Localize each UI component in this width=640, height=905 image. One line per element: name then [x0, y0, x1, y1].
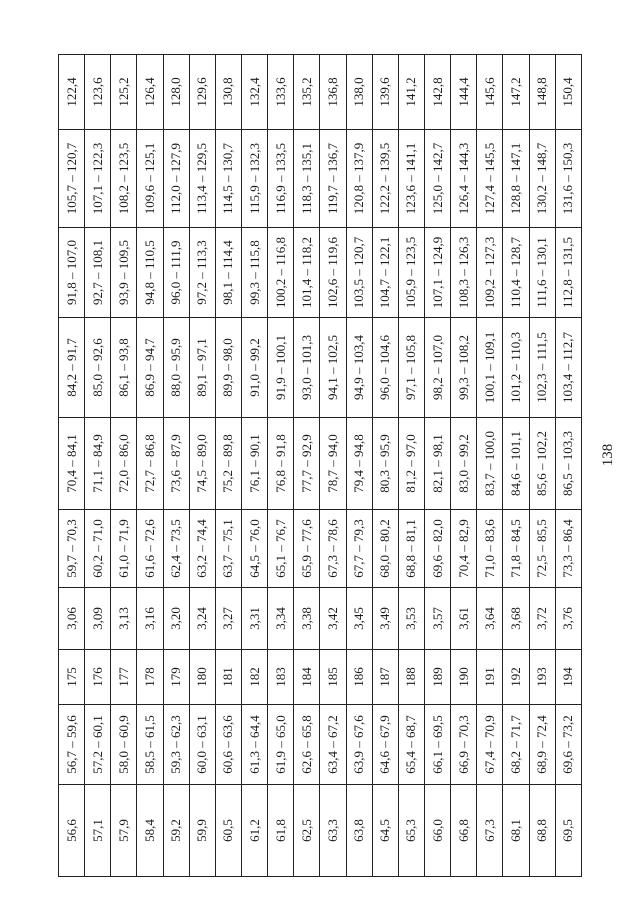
table-cell: 63,7 – 75,1 [215, 510, 241, 588]
table-row [477, 55, 503, 877]
table-cell: 68,1 [503, 785, 529, 877]
table-cell: 127,4 – 145,5 [477, 130, 503, 228]
table-cell: 60,6 – 63,6 [215, 705, 241, 785]
table-row [59, 55, 85, 877]
table-row [163, 55, 189, 877]
table-cell: 83,7 – 100,0 [477, 418, 503, 510]
table-cell: 94,9 – 103,4 [346, 318, 372, 418]
table-cell: 69,6 – 73,2 [555, 705, 581, 785]
table-cell: 102,3 – 111,5 [529, 318, 555, 418]
table-cell: 66,0 [424, 785, 450, 877]
table-cell: 3,45 [346, 588, 372, 650]
table-row [503, 55, 529, 877]
table-cell: 185 [320, 650, 346, 705]
table-cell: 97,2 – 113,3 [189, 228, 215, 318]
table-cell: 107,1 – 124,9 [424, 228, 450, 318]
table-cell: 60,2 – 71,0 [85, 510, 111, 588]
table-cell: 61,8 [268, 785, 294, 877]
table-cell: 86,5 – 103,3 [555, 418, 581, 510]
table-cell: 86,1 – 93,8 [111, 318, 137, 418]
table-cell: 119,7 – 136,7 [320, 130, 346, 228]
table-row [268, 55, 294, 877]
table-cell: 57,1 [85, 785, 111, 877]
table-cell: 84,6 – 101,1 [503, 418, 529, 510]
table-cell: 180 [189, 650, 215, 705]
table-cell: 96,0 – 104,6 [372, 318, 398, 418]
table-row [555, 55, 581, 877]
table-cell: 150,4 [555, 55, 581, 130]
table-row [346, 55, 372, 877]
table-row [85, 55, 111, 877]
table-cell: 118,3 – 135,1 [294, 130, 320, 228]
table-cell: 3,16 [137, 588, 163, 650]
table-cell: 97,1 – 105,8 [398, 318, 424, 418]
table-cell: 88,0 – 95,9 [163, 318, 189, 418]
table-cell: 81,2 – 97,0 [398, 418, 424, 510]
table-cell: 129,6 [189, 55, 215, 130]
table-cell: 3,49 [372, 588, 398, 650]
table-cell: 103,4 – 112,7 [555, 318, 581, 418]
page-number: 138 [600, 443, 616, 467]
table-cell: 139,6 [372, 55, 398, 130]
table-cell: 131,6 – 150,3 [555, 130, 581, 228]
table-cell: 98,2 – 107,0 [424, 318, 450, 418]
table-cell: 3,38 [294, 588, 320, 650]
table-cell: 99,3 – 108,2 [451, 318, 477, 418]
table-cell: 58,4 [137, 785, 163, 877]
table-cell: 116,9 – 133,5 [268, 130, 294, 228]
table-cell: 130,2 – 148,7 [529, 130, 555, 228]
table-cell: 91,0 – 99,2 [241, 318, 267, 418]
table-cell: 176 [85, 650, 111, 705]
table-cell: 147,2 [503, 55, 529, 130]
table-cell: 181 [215, 650, 241, 705]
table-cell: 112,0 – 127,9 [163, 130, 189, 228]
table-cell: 3,27 [215, 588, 241, 650]
table-cell: 178 [137, 650, 163, 705]
table-cell: 61,0 – 71,9 [111, 510, 137, 588]
table-cell: 133,6 [268, 55, 294, 130]
table-cell: 3,72 [529, 588, 555, 650]
table-cell: 58,0 – 60,9 [111, 705, 137, 785]
table-cell: 128,8 – 147,1 [503, 130, 529, 228]
table-cell: 92,7 – 108,1 [85, 228, 111, 318]
table-cell: 144,4 [451, 55, 477, 130]
table-cell: 72,5 – 85,5 [529, 510, 555, 588]
table-cell: 191 [477, 650, 503, 705]
table-cell: 68,9 – 72,4 [529, 705, 555, 785]
table-cell: 76,1 – 90,1 [241, 418, 267, 510]
table-cell: 59,3 – 62,3 [163, 705, 189, 785]
table-cell: 77,7 – 92,9 [294, 418, 320, 510]
table-cell: 96,0 – 111,9 [163, 228, 189, 318]
table-cell: 66,9 – 70,3 [451, 705, 477, 785]
table-cell: 135,2 [294, 55, 320, 130]
table-cell: 3,24 [189, 588, 215, 650]
table-cell: 188 [398, 650, 424, 705]
table-cell: 123,6 – 141,1 [398, 130, 424, 228]
table-cell: 63,9 – 67,6 [346, 705, 372, 785]
table-cell: 175 [59, 650, 85, 705]
table-cell: 128,0 [163, 55, 189, 130]
table-cell: 183 [268, 650, 294, 705]
table-cell: 102,6 – 119,6 [320, 228, 346, 318]
table-cell: 60,5 [215, 785, 241, 877]
table-cell: 100,1 – 109,1 [477, 318, 503, 418]
table-cell: 114,5 – 130,7 [215, 130, 241, 228]
table-cell: 85,6 – 102,2 [529, 418, 555, 510]
table-cell: 101,2 – 110,3 [503, 318, 529, 418]
table-cell: 61,9 – 65,0 [268, 705, 294, 785]
table-cell: 89,9 – 98,0 [215, 318, 241, 418]
table-cell: 72,0 – 86,0 [111, 418, 137, 510]
table-cell: 91,9 – 100,1 [268, 318, 294, 418]
table-row [189, 55, 215, 877]
table-cell: 125,0 – 142,7 [424, 130, 450, 228]
table-cell: 85,0 – 92,6 [85, 318, 111, 418]
table-cell: 68,8 – 81,1 [398, 510, 424, 588]
table-cell: 67,3 [477, 785, 503, 877]
table-cell: 103,5 – 120,7 [346, 228, 372, 318]
table-cell: 73,3 – 86,4 [555, 510, 581, 588]
table-cell: 145,6 [477, 55, 503, 130]
table-cell: 72,7 – 86,8 [137, 418, 163, 510]
table-cell: 179 [163, 650, 189, 705]
table-cell: 62,4 – 73,5 [163, 510, 189, 588]
table-cell: 120,8 – 137,9 [346, 130, 372, 228]
table-cell: 112,8 – 131,5 [555, 228, 581, 318]
table-row [529, 55, 555, 877]
table-cell: 64,5 – 76,0 [241, 510, 267, 588]
table-cell: 75,2 – 89,8 [215, 418, 241, 510]
table-cell: 122,2 – 139,5 [372, 130, 398, 228]
table-cell: 59,2 [163, 785, 189, 877]
table-cell: 3,13 [111, 588, 137, 650]
table-cell: 60,0 – 63,1 [189, 705, 215, 785]
table-cell: 122,4 [59, 55, 85, 130]
table-cell: 71,8 – 84,5 [503, 510, 529, 588]
table-cell: 136,8 [320, 55, 346, 130]
table-cell: 113,4 – 129,5 [189, 130, 215, 228]
table-cell: 73,6 – 87,9 [163, 418, 189, 510]
table-cell: 108,3 – 126,3 [451, 228, 477, 318]
table-cell: 63,4 – 67,2 [320, 705, 346, 785]
table-cell: 82,1 – 98,1 [424, 418, 450, 510]
table-cell: 138,0 [346, 55, 372, 130]
table-cell: 101,4 – 118,2 [294, 228, 320, 318]
table-cell: 189 [424, 650, 450, 705]
table-cell: 59,9 [189, 785, 215, 877]
table-cell: 148,8 [529, 55, 555, 130]
table-cell: 61,6 – 72,6 [137, 510, 163, 588]
table-cell: 115,9 – 132,3 [241, 130, 267, 228]
table-cell: 66,8 [451, 785, 477, 877]
table-cell: 63,2 – 74,4 [189, 510, 215, 588]
table-cell: 104,7 – 122,1 [372, 228, 398, 318]
table-cell: 105,9 – 123,5 [398, 228, 424, 318]
table-cell: 94,1 – 102,5 [320, 318, 346, 418]
table-cell: 132,4 [241, 55, 267, 130]
table-cell: 67,7 – 79,3 [346, 510, 372, 588]
table-cell: 190 [451, 650, 477, 705]
table-cell: 3,06 [59, 588, 85, 650]
table-cell: 68,2 – 71,7 [503, 705, 529, 785]
table-row [320, 55, 346, 877]
table-cell: 79,4 – 94,8 [346, 418, 372, 510]
table-cell: 3,34 [268, 588, 294, 650]
table-cell: 70,4 – 82,9 [451, 510, 477, 588]
table-cell: 3,09 [85, 588, 111, 650]
table-cell: 130,8 [215, 55, 241, 130]
table-cell: 89,1 – 97,1 [189, 318, 215, 418]
table-cell: 94,8 – 110,5 [137, 228, 163, 318]
table-cell: 63,8 [346, 785, 372, 877]
table-cell: 182 [241, 650, 267, 705]
table-cell: 3,42 [320, 588, 346, 650]
table-cell: 109,6 – 125,1 [137, 130, 163, 228]
table-cell: 93,9 – 109,5 [111, 228, 137, 318]
table-cell: 186 [346, 650, 372, 705]
table-cell: 126,4 – 144,3 [451, 130, 477, 228]
table-cell: 100,2 – 116,8 [268, 228, 294, 318]
table-cell: 67,4 – 70,9 [477, 705, 503, 785]
table-cell: 108,2 – 123,5 [111, 130, 137, 228]
table-cell: 86,9 – 94,7 [137, 318, 163, 418]
table-cell: 3,31 [241, 588, 267, 650]
table-row [241, 55, 267, 877]
table-cell: 187 [372, 650, 398, 705]
table-cell: 105,7 – 120,7 [59, 130, 85, 228]
table-cell: 3,53 [398, 588, 424, 650]
table-cell: 83,0 – 99,2 [451, 418, 477, 510]
table-row [372, 55, 398, 877]
table-cell: 3,57 [424, 588, 450, 650]
table-cell: 57,2 – 60,1 [85, 705, 111, 785]
table-cell: 3,61 [451, 588, 477, 650]
table-cell: 3,68 [503, 588, 529, 650]
table-cell: 71,1 – 84,9 [85, 418, 111, 510]
table-cell: 80,3 – 95,9 [372, 418, 398, 510]
table-cell: 70,4 – 84,1 [59, 418, 85, 510]
table-row [111, 55, 137, 877]
table-cell: 67,3 – 78,6 [320, 510, 346, 588]
table-cell: 109,2 – 127,3 [477, 228, 503, 318]
table-cell: 65,4 – 68,7 [398, 705, 424, 785]
table-cell: 78,7 – 94,0 [320, 418, 346, 510]
table-cell: 193 [529, 650, 555, 705]
table-cell: 63,3 [320, 785, 346, 877]
table-cell: 93,0 – 101,3 [294, 318, 320, 418]
table-cell: 107,1 – 122,3 [85, 130, 111, 228]
table-cell: 142,8 [424, 55, 450, 130]
table-cell: 64,6 – 67,9 [372, 705, 398, 785]
table-cell: 126,4 [137, 55, 163, 130]
table-cell: 123,6 [85, 55, 111, 130]
table-cell: 69,6 – 82,0 [424, 510, 450, 588]
table-cell: 57,9 [111, 785, 137, 877]
table-cell: 58,5 – 61,5 [137, 705, 163, 785]
table-cell: 192 [503, 650, 529, 705]
table-row [398, 55, 424, 877]
table-cell: 65,9 – 77,6 [294, 510, 320, 588]
table-cell: 76,8 – 91,8 [268, 418, 294, 510]
table-cell: 68,8 [529, 785, 555, 877]
table-cell: 111,6 – 130,1 [529, 228, 555, 318]
table-cell: 141,2 [398, 55, 424, 130]
table-cell: 91,8 – 107,0 [59, 228, 85, 318]
table-cell: 65,3 [398, 785, 424, 877]
table-row [215, 55, 241, 877]
data-table-container [58, 55, 582, 877]
table-row [137, 55, 163, 877]
table-cell: 3,20 [163, 588, 189, 650]
table-cell: 61,3 – 64,4 [241, 705, 267, 785]
table-cell: 194 [555, 650, 581, 705]
table-cell: 62,5 [294, 785, 320, 877]
table-cell: 98,1 – 114,4 [215, 228, 241, 318]
table-cell: 59,7 – 70,3 [59, 510, 85, 588]
table-cell: 56,6 [59, 785, 85, 877]
table-cell: 184 [294, 650, 320, 705]
data-table [58, 54, 582, 877]
table-cell: 110,4 – 128,7 [503, 228, 529, 318]
table-row [424, 55, 450, 877]
table-cell: 71,0 – 83,6 [477, 510, 503, 588]
table-cell: 65,1 – 76,7 [268, 510, 294, 588]
table-cell: 68,0 – 80,2 [372, 510, 398, 588]
table-cell: 99,3 – 115,8 [241, 228, 267, 318]
table-cell: 69,5 [555, 785, 581, 877]
table-cell: 84,2 – 91,7 [59, 318, 85, 418]
table-cell: 66,1 – 69,5 [424, 705, 450, 785]
table-cell: 3,64 [477, 588, 503, 650]
table-cell: 125,2 [111, 55, 137, 130]
table-cell: 74,5 – 89,0 [189, 418, 215, 510]
table-cell: 64,5 [372, 785, 398, 877]
table-row [451, 55, 477, 877]
table-cell: 61,2 [241, 785, 267, 877]
table-cell: 56,7 – 59,6 [59, 705, 85, 785]
table-cell: 177 [111, 650, 137, 705]
table-cell: 62,6 – 65,8 [294, 705, 320, 785]
table-row [294, 55, 320, 877]
table-cell: 3,76 [555, 588, 581, 650]
